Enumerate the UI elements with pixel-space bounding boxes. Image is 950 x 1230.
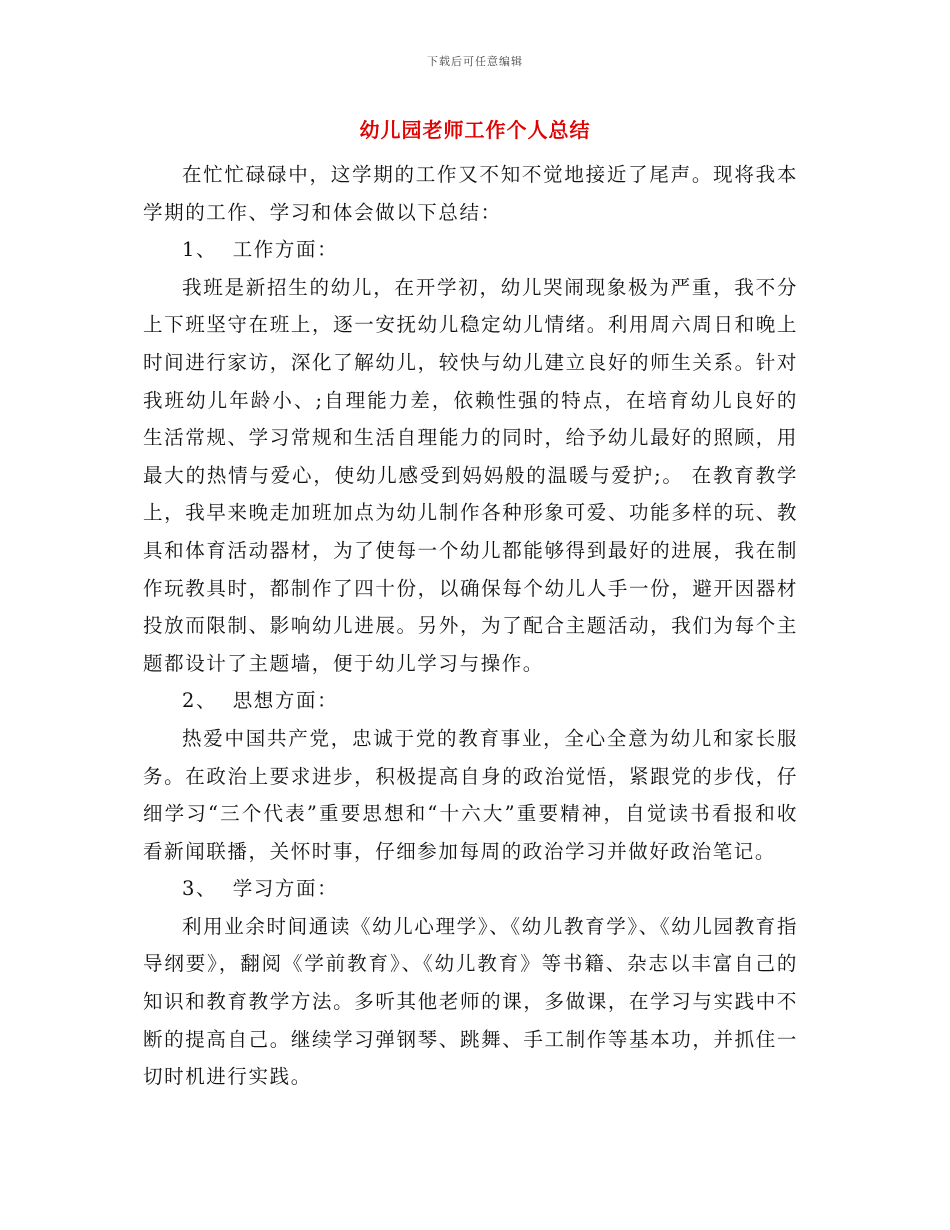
section-number: 3、 — [182, 877, 218, 901]
page-header-note: 下载后可任意编辑 — [427, 55, 523, 68]
section-heading-study — [143, 870, 798, 908]
intro-paragraph: 在忙忙碌碌中，这学期的工作又不知不觉地接近了尾声。现将我本学期的工作、学习和体会做以下总结： — [143, 163, 798, 224]
section-body-study: 利用业余时间通读《幼儿心理学》、《幼儿教育学》、《幼儿园教育指导纲要》，翻阅《学前教育》、《幼儿教育》等书籍、杂志以丰富自己的知识和教育教学方法。多听其他老师的课，多做课，在学习与实践中不断的提高自己。继续学习弹钢琴、跳舞、手工制作等基本功，并抓住一切时机进行实践。 — [143, 914, 798, 1089]
section-number: 2、 — [182, 689, 218, 713]
section-heading-thought — [143, 682, 798, 720]
section-body-thought: 热爱中国共产党，忠诚于党的教育事业，全心全意为幼儿和家长服务。在政治上要求进步，积极提高自身的政治觉悟，紧跟党的步伐，仔细学习“三个代表”重要思想和“十六大”重要精神，自觉读书看报和收看新闻联播，关怀时事，仔细参加每周的政治学习并做好政治笔记。 — [143, 726, 798, 863]
section-heading-text: 学习方面： — [232, 877, 339, 901]
section-body-work: 我班是新招生的幼儿，在开学初，幼儿哭闹现象极为严重，我不分上下班坚守在班上，逐一安抚幼儿稳定幼儿情绪。利用周六周日和晚上时间进行家访，深化了解幼儿，较快与幼儿建立良好的师生关系。针对我班幼儿年龄小、;自理能力差，依赖性强的特点，在培育幼儿良好的生活常规、学习常规和生活自理能力的同时，给予幼儿最好的照顾，用最大的热情与爱心，使幼儿感受到妈妈般的温暖与爱护;。 在教育教学上，我早来晚走加班加点为幼儿制作各种形象可爱、功能多样的玩、教具和体育活动器材，为了使每一个幼儿都能够得到最好的进展，我在制作玩教具时，都制作了四十份，以确保每个幼儿人手一份，避开因器材投放而限制、影响幼儿进展。另外，为了配合主题活动，我们为每个主题都设计了主题墙，便于幼儿学习与操作。 — [143, 275, 798, 675]
document-title: 幼儿园老师工作个人总结 — [359, 118, 591, 142]
document-body — [143, 156, 798, 1096]
section-heading-text: 思想方面： — [232, 689, 339, 713]
section-number: 1、 — [182, 238, 218, 262]
section-heading-work — [143, 231, 798, 269]
section-heading-text: 工作方面： — [232, 238, 339, 262]
